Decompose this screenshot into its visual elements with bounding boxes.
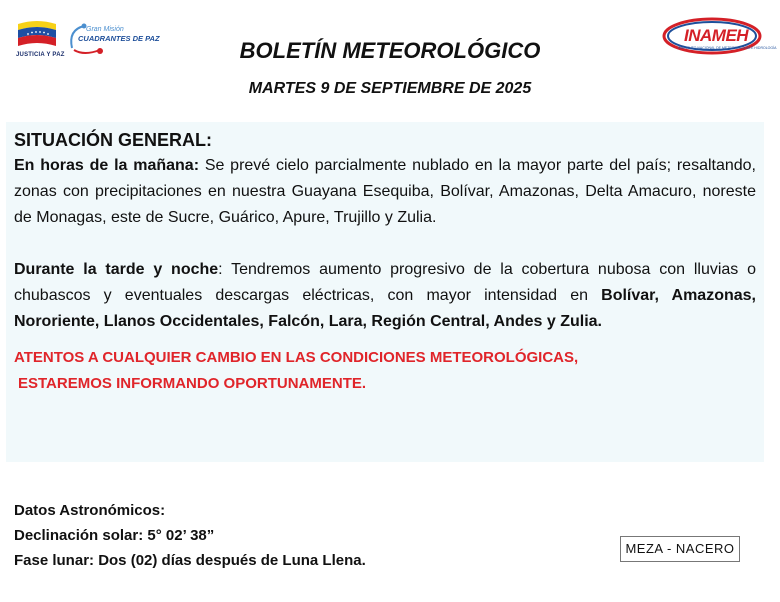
inameh-subtitle: INSTITUTO NACIONAL DE METEOROLOGÍA E HIDROLOGÍA xyxy=(678,46,777,50)
ministry-caption: JUSTICIA Y PAZ xyxy=(16,52,65,58)
general-situation-panel xyxy=(6,122,764,462)
morning-paragraph xyxy=(14,153,756,231)
moon-phase: Fase lunar: Dos (02) días después de Luna Llena. xyxy=(14,552,366,569)
mission-line1: Gran Misión xyxy=(86,26,124,33)
warning-line2: ESTAREMOS INFORMANDO OPORTUNAMENTE. xyxy=(18,375,367,392)
evening-paragraph xyxy=(14,257,756,335)
morning-label: En horas de la mañana: xyxy=(14,157,200,174)
situation-heading: SITUACIÓN GENERAL: xyxy=(14,130,212,150)
astronomical-data xyxy=(14,498,366,573)
morning-text: Se prevé cielo parcialmente nublado en la mayor parte del país; resaltando, zonas con precipitaciones en nuestra Guayana Esequiba, Bolívar, Amazonas, Delta Amacuro, noreste de Monagas, este de Sucre, Guárico, Apure, Trujillo y Zulia. xyxy=(14,157,756,226)
solar-declination: Declinación solar: 5° 02’ 38” xyxy=(14,527,215,544)
warning-line1: ATENTOS A CUALQUIER CAMBIO EN LAS CONDICIONES METEOROLÓGICAS, xyxy=(14,349,579,366)
astro-heading: Datos Astronómicos: xyxy=(14,502,166,519)
inameh-name: INAMEH xyxy=(684,26,749,45)
evening-label: Durante la tarde y noche xyxy=(14,261,219,278)
bulletin-date: MARTES 9 DE SEPTIEMBRE DE 2025 xyxy=(248,80,532,97)
evening-regions: Bolívar, Amazonas, Nororiente, Llanos Occidentales, Falcón, Lara, Región Central, Andes y Zulia. xyxy=(14,287,756,330)
warning-notice xyxy=(14,345,756,397)
evening-text: : Tendremos aumento progresivo de la cobertura nubosa con lluvias o chubascos y eventuales descargas eléctricas, con mayor intensidad en xyxy=(14,261,757,304)
bulletin-title: BOLETÍN METEOROLÓGICO xyxy=(239,38,541,63)
author-signature: MEZA - NACERO xyxy=(620,536,740,562)
mission-line2: CUADRANTES DE PAZ xyxy=(78,34,160,43)
